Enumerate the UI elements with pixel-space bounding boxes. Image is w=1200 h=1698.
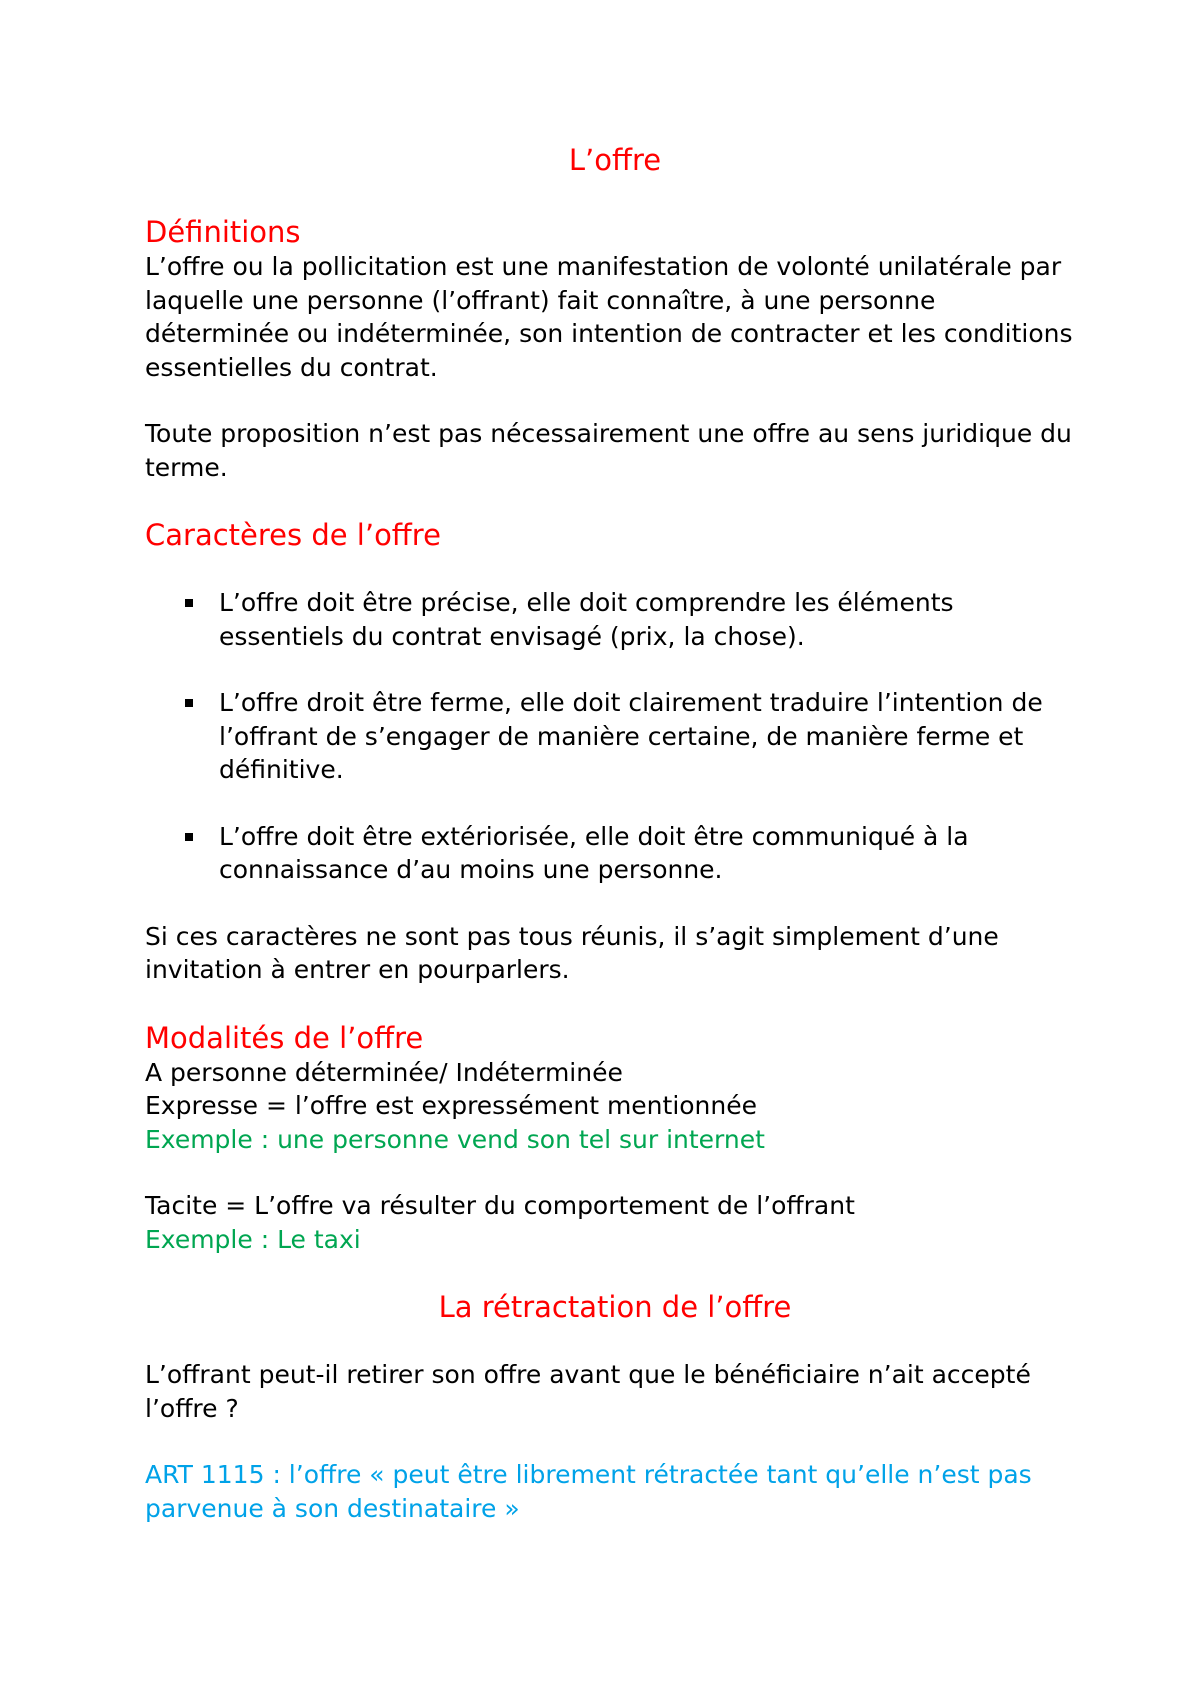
retractation-question: L’offrant peut-il retirer son offre avant que le bénéficiaire n’ait accepté l’offre ? bbox=[145, 1360, 1031, 1423]
list-item bbox=[145, 686, 1085, 787]
list-item-text: L’offre doit être précise, elle doit comprendre les éléments essentiels du contrat envisagé (prix, la chose). bbox=[219, 588, 954, 651]
retractation-article: ART 1115 : l’offre « peut être librement rétractée tant qu’elle n’est pas parvenue à son destinataire » bbox=[145, 1460, 1032, 1523]
list-item-text: L’offre doit être extériorisée, elle doit être communiqué à la connaissance d’au moins une personne. bbox=[219, 821, 969, 884]
list-item bbox=[145, 820, 1085, 887]
list-item-text: L’offre droit être ferme, elle doit clairement traduire l’intention de l’offrant de s’engager de manière certaine, de manière ferme et définitive. bbox=[219, 688, 1043, 784]
list-item bbox=[145, 586, 1085, 653]
caracteres-heading: Caractères de l’offre bbox=[145, 518, 441, 552]
square-bullet-icon bbox=[185, 599, 193, 607]
definitions-paragraph-1: L’offre ou la pollicitation est une manifestation de volonté unilatérale par laquelle une personne (l’offrant) fait connaître, à une personne déterminée ou indéterminée, son intention de contracter et les conditions essentielles du contrat. bbox=[145, 252, 1073, 382]
square-bullet-icon bbox=[185, 699, 193, 707]
spacer bbox=[145, 1425, 1085, 1458]
modalites-example-1: Exemple : une personne vend son tel sur internet bbox=[145, 1124, 765, 1154]
modalites-example-2: Exemple : Le taxi bbox=[145, 1224, 361, 1254]
modalites-heading: Modalités de l’offre bbox=[145, 1020, 424, 1055]
definitions-paragraph-2: Toute proposition n’est pas nécessairement une offre au sens juridique du terme. bbox=[145, 419, 1072, 482]
spacer bbox=[145, 384, 1085, 417]
spacer bbox=[145, 553, 1085, 586]
modalites-line-3: Tacite = L’offre va résulter du comportement de l’offrant bbox=[145, 1191, 855, 1220]
page-title: L’offre bbox=[568, 143, 662, 177]
modalites-line-2: Expresse = l’offre est expressément mentionnée bbox=[145, 1091, 758, 1120]
square-bullet-icon bbox=[185, 833, 193, 841]
definitions-heading: Définitions bbox=[145, 215, 301, 249]
modalites-line-1: A personne déterminée/ Indéterminée bbox=[145, 1057, 623, 1087]
spacer bbox=[145, 987, 1085, 1020]
caracteres-conclusion: Si ces caractères ne sont pas tous réunis, il s’agit simplement d’une invitation à entrer en pourparlers. bbox=[145, 921, 999, 984]
spacer bbox=[145, 484, 1085, 517]
spacer bbox=[145, 1256, 1085, 1289]
spacer bbox=[145, 1156, 1085, 1189]
caracteres-list bbox=[145, 586, 1085, 887]
document-page bbox=[145, 142, 1085, 1525]
retractation-heading: La rétractation de l’offre bbox=[438, 1290, 792, 1324]
